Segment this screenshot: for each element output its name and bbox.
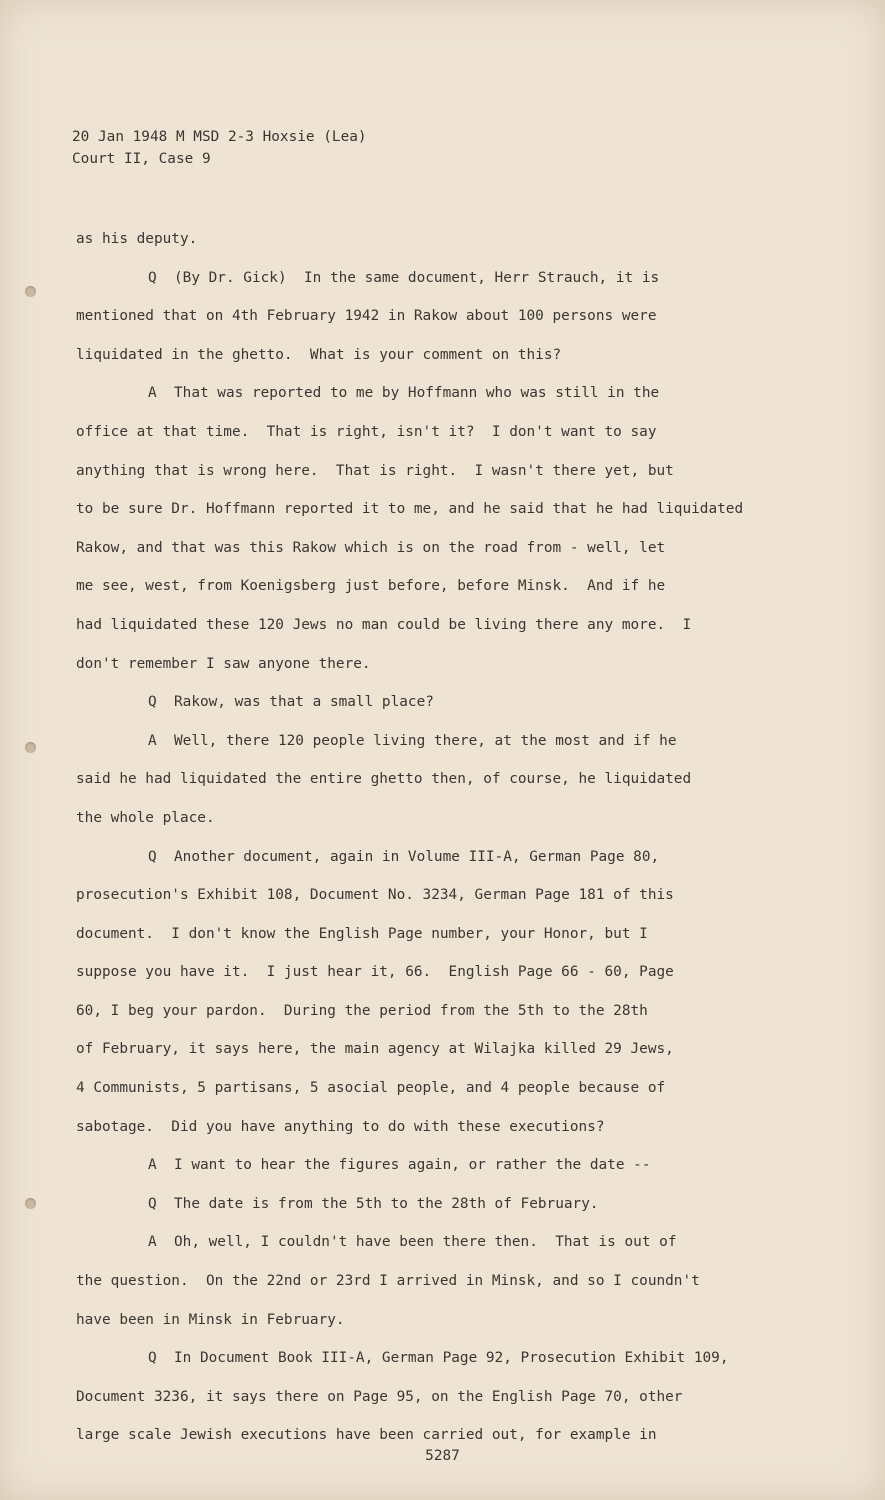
transcript-line: 4 Communists, 5 partisans, 5 asocial people, and 4 people because of xyxy=(76,1080,666,1097)
transcript-line: Q Rakow, was that a small place? xyxy=(148,694,434,711)
page-number: 5287 xyxy=(425,1448,460,1464)
header-line-date: 20 Jan 1948 M MSD 2-3 Hoxsie (Lea) xyxy=(72,129,367,145)
transcript-line: A That was reported to me by Hoffmann who was still in the xyxy=(148,385,660,402)
transcript-line: had liquidated these 120 Jews no man could be living there any more. I xyxy=(76,616,692,633)
transcript-line: A Oh, well, I couldn't have been there then. That is out of xyxy=(148,1234,677,1251)
transcript-line: have been in Minsk in February. xyxy=(76,1311,345,1328)
transcript-line: anything that is wrong here. That is right. I wasn't there yet, but xyxy=(76,462,674,479)
transcript-line: the whole place. xyxy=(76,809,215,826)
transcript-line: liquidated in the ghetto. What is your comment on this? xyxy=(76,346,562,363)
transcript-line: mentioned that on 4th February 1942 in Rakow about 100 persons were xyxy=(76,308,657,325)
transcript-line: Document 3236, it says there on Page 95, on the English Page 70, other xyxy=(76,1388,683,1405)
transcript-line: document. I don't know the English Page number, your Honor, but I xyxy=(76,925,648,942)
punch-hole xyxy=(25,742,36,753)
transcript-line: prosecution's Exhibit 108, Document No. 3234, German Page 181 of this xyxy=(76,887,674,904)
transcript-body xyxy=(76,220,836,1455)
transcript-line: of February, it says here, the main agency at Wilajka killed 29 Jews, xyxy=(76,1041,674,1058)
transcript-line: Q Another document, again in Volume III-A, German Page 80, xyxy=(148,848,660,865)
transcript-line: said he had liquidated the entire ghetto then, of course, he liquidated xyxy=(76,771,692,788)
transcript-line: suppose you have it. I just hear it, 66. English Page 66 - 60, Page xyxy=(76,964,674,981)
transcript-line: the question. On the 22nd or 23rd I arrived in Minsk, and so I coundn't xyxy=(76,1273,700,1290)
transcript-line: Q The date is from the 5th to the 28th of February. xyxy=(148,1195,599,1212)
transcript-line: 60, I beg your pardon. During the period from the 5th to the 28th xyxy=(76,1002,648,1019)
document-header xyxy=(72,126,367,170)
transcript-line: Q (By Dr. Gick) In the same document, Herr Strauch, it is xyxy=(148,269,660,286)
transcript-line: Rakow, and that was this Rakow which is on the road from - well, let xyxy=(76,539,666,556)
transcript-line: me see, west, from Koenigsberg just before, before Minsk. And if he xyxy=(76,578,666,595)
transcript-line: sabotage. Did you have anything to do with these executions? xyxy=(76,1118,605,1135)
transcript-line: don't remember I saw anyone there. xyxy=(76,655,371,672)
punch-hole xyxy=(25,286,36,297)
header-line-court: Court II, Case 9 xyxy=(72,151,211,167)
transcript-line: A Well, there 120 people living there, at the most and if he xyxy=(148,732,677,749)
transcript-line: A I want to hear the figures again, or rather the date -- xyxy=(148,1157,651,1174)
transcript-line: office at that time. That is right, isn't it? I don't want to say xyxy=(76,423,657,440)
punch-hole xyxy=(25,1198,36,1209)
transcript-line: to be sure Dr. Hoffmann reported it to me, and he said that he had liquidated xyxy=(76,501,744,518)
transcript-line: Q In Document Book III-A, German Page 92, Prosecution Exhibit 109, xyxy=(148,1350,729,1367)
transcript-line: large scale Jewish executions have been carried out, for example in xyxy=(76,1427,657,1444)
transcript-line: as his deputy. xyxy=(76,231,198,247)
